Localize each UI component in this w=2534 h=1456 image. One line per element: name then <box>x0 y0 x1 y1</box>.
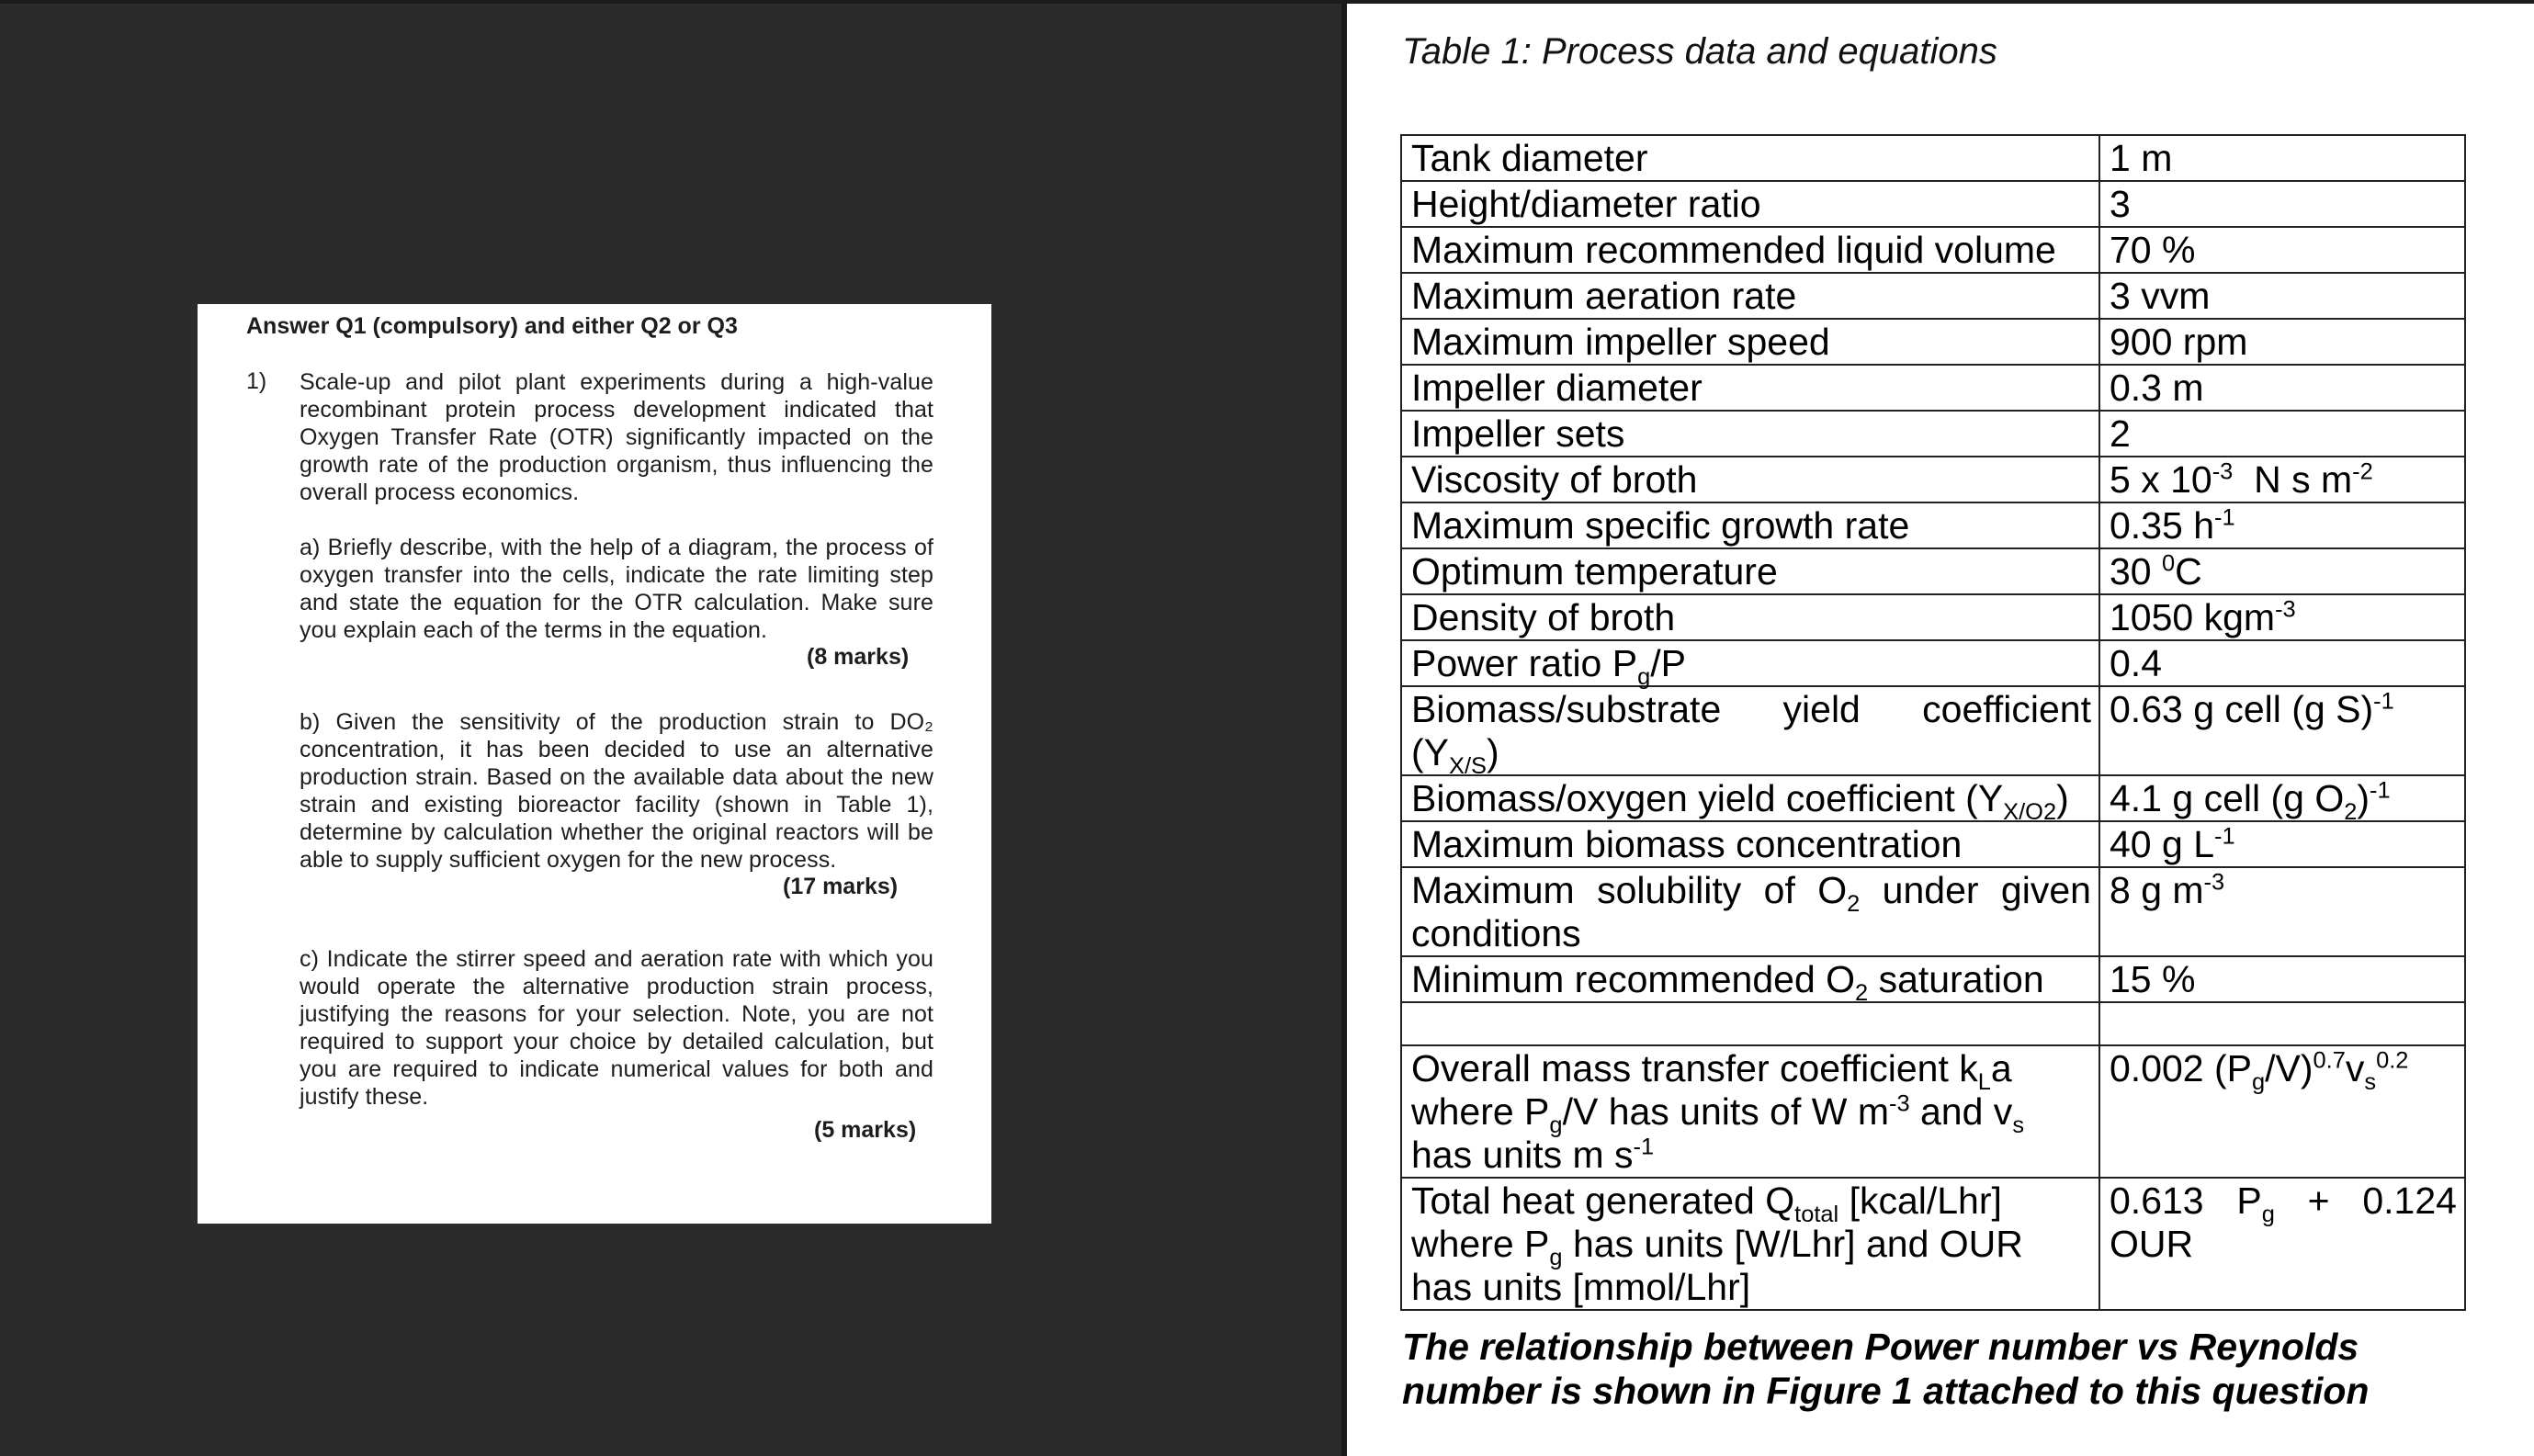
parameter-cell: Optimum temperature <box>1401 548 2099 594</box>
parameter-cell: Overall mass transfer coefficient $k_La$ where $P_g/V$ has units of W $m^{-3}$ and $v_s$ has units m $s^{-1}$ <box>1401 1045 2099 1178</box>
part-c-marks: (5 marks) <box>814 1117 917 1143</box>
parameter-cell: Maximum biomass concentration <box>1401 821 2099 867</box>
table-row <box>1401 135 2465 181</box>
value-cell: 0.4 <box>2099 640 2465 686</box>
value-cell: 0.3 m <box>2099 365 2465 411</box>
part-b-text: b) Given the sensitivity of the production strain to DO₂ concentration, it has been decided to use an alternative production strain. Based on the available data about the new strain and existing bioreactor facility (shown in Table 1), determine by calculation whether the original reactors will be able to supply sufficient oxygen for the new process. <box>300 709 933 873</box>
table-row <box>1401 640 2465 686</box>
table-row <box>1401 181 2465 227</box>
table-row <box>1401 956 2465 1002</box>
table-row <box>1401 365 2465 411</box>
table-row <box>1401 1178 2465 1310</box>
question-panel <box>198 304 991 1224</box>
process-data-table <box>1400 134 2466 1311</box>
value-cell: 3 <box>2099 181 2465 227</box>
table-row <box>1401 594 2465 640</box>
parameter-cell: Viscosity of broth <box>1401 457 2099 502</box>
table-row <box>1401 548 2465 594</box>
table-row <box>1401 457 2465 502</box>
part-b-marks: (17 marks) <box>783 874 899 899</box>
parameter-cell: Impeller sets <box>1401 411 2099 457</box>
value-cell <box>2099 1002 2465 1045</box>
table-row <box>1401 1002 2465 1045</box>
parameter-cell: Biomass/substrate yield coefficient $(Y_{X/S})$ <box>1401 686 2099 775</box>
value-cell: 30 $^0$C <box>2099 548 2465 594</box>
value-cell: 15 % <box>2099 956 2465 1002</box>
table-row <box>1401 821 2465 867</box>
parameter-cell: Density of broth <box>1401 594 2099 640</box>
table-row <box>1401 319 2465 365</box>
figure-note: The relationship between Power number vs Reynolds number is shown in Figure 1 attached to this question <box>1402 1326 2370 1412</box>
table-row <box>1401 1045 2465 1178</box>
value-cell: 0.613 $P_g$ + 0.124 OUR <box>2099 1178 2465 1310</box>
value-cell: 40 g $L^{-1}$ <box>2099 821 2465 867</box>
parameter-cell: Tank diameter <box>1401 135 2099 181</box>
table-row <box>1401 273 2465 319</box>
value-cell: 1050 kgm$^{-3}$ <box>2099 594 2465 640</box>
parameter-cell: Minimum recommended $O_2$ saturation <box>1401 956 2099 1002</box>
table-row <box>1401 775 2465 821</box>
part-a-text: a) Briefly describe, with the help of a diagram, the process of oxygen transfer into the cells, indicate the rate limiting step and state the equation for the OTR calculation. Make sure you explain each of the terms in the equation. <box>300 535 933 643</box>
table-row <box>1401 227 2465 273</box>
value-cell: 70 % <box>2099 227 2465 273</box>
part-a-marks: (8 marks) <box>807 644 910 670</box>
part-c-text: c) Indicate the stirrer speed and aeration rate with which you would operate the alternative production strain process, justifying the reasons for your selection. Note, you are not required to support your choice by detailed calculation, but you are required to indicate numerical values for both and justify these. <box>300 946 933 1110</box>
value-cell: 5 x $10^{-3}$ N s $m^{-2}$ <box>2099 457 2465 502</box>
parameter-cell: Maximum aeration rate <box>1401 273 2099 319</box>
value-cell: 0.63 g cell (g S)$^{-1}$ <box>2099 686 2465 775</box>
table-caption: Table 1: Process data and equations <box>1402 31 1997 72</box>
value-cell: 3 vvm <box>2099 273 2465 319</box>
table-row <box>1401 502 2465 548</box>
document-page <box>1347 4 2534 1456</box>
table-row <box>1401 867 2465 956</box>
parameter-cell: Maximum solubility of $O_2$ under given conditions <box>1401 867 2099 956</box>
value-cell: 900 rpm <box>2099 319 2465 365</box>
question-number: 1) <box>246 368 267 394</box>
table-row <box>1401 686 2465 775</box>
table-row <box>1401 411 2465 457</box>
parameter-cell: Total heat generated $Q_{total}$ [kcal/Lhr] where $P_g$ has units [W/Lhr] and OUR has units [mmol/Lhr] <box>1401 1178 2099 1310</box>
parameter-cell: Height/diameter ratio <box>1401 181 2099 227</box>
parameter-cell: Biomass/oxygen yield coefficient $(Y_{X/O2})$ <box>1401 775 2099 821</box>
parameter-cell: Impeller diameter <box>1401 365 2099 411</box>
value-cell: 1 m <box>2099 135 2465 181</box>
question-heading: Answer Q1 (compulsory) and either Q2 or Q3 <box>246 313 738 339</box>
question-intro: Scale-up and pilot plant experiments during a high-value recombinant protein process development indicated that Oxygen Transfer Rate (OTR) significantly impacted on the growth rate of the production organism, thus influencing the overall process economics. <box>300 369 933 505</box>
value-cell: 4.1 g cell (g $O_2)^{-1}$ <box>2099 775 2465 821</box>
value-cell: 0.35 $h^{-1}$ <box>2099 502 2465 548</box>
parameter-cell: Maximum impeller speed <box>1401 319 2099 365</box>
parameter-cell: Maximum specific growth rate <box>1401 502 2099 548</box>
value-cell: 2 <box>2099 411 2465 457</box>
value-cell: 8 g $m^{-3}$ <box>2099 867 2465 956</box>
parameter-cell <box>1401 1002 2099 1045</box>
parameter-cell: Power ratio $P_g/P$ <box>1401 640 2099 686</box>
value-cell: 0.002 $(P_g/V)^{0.7}v_s^{0.2}$ <box>2099 1045 2465 1178</box>
parameter-cell: Maximum recommended liquid volume <box>1401 227 2099 273</box>
